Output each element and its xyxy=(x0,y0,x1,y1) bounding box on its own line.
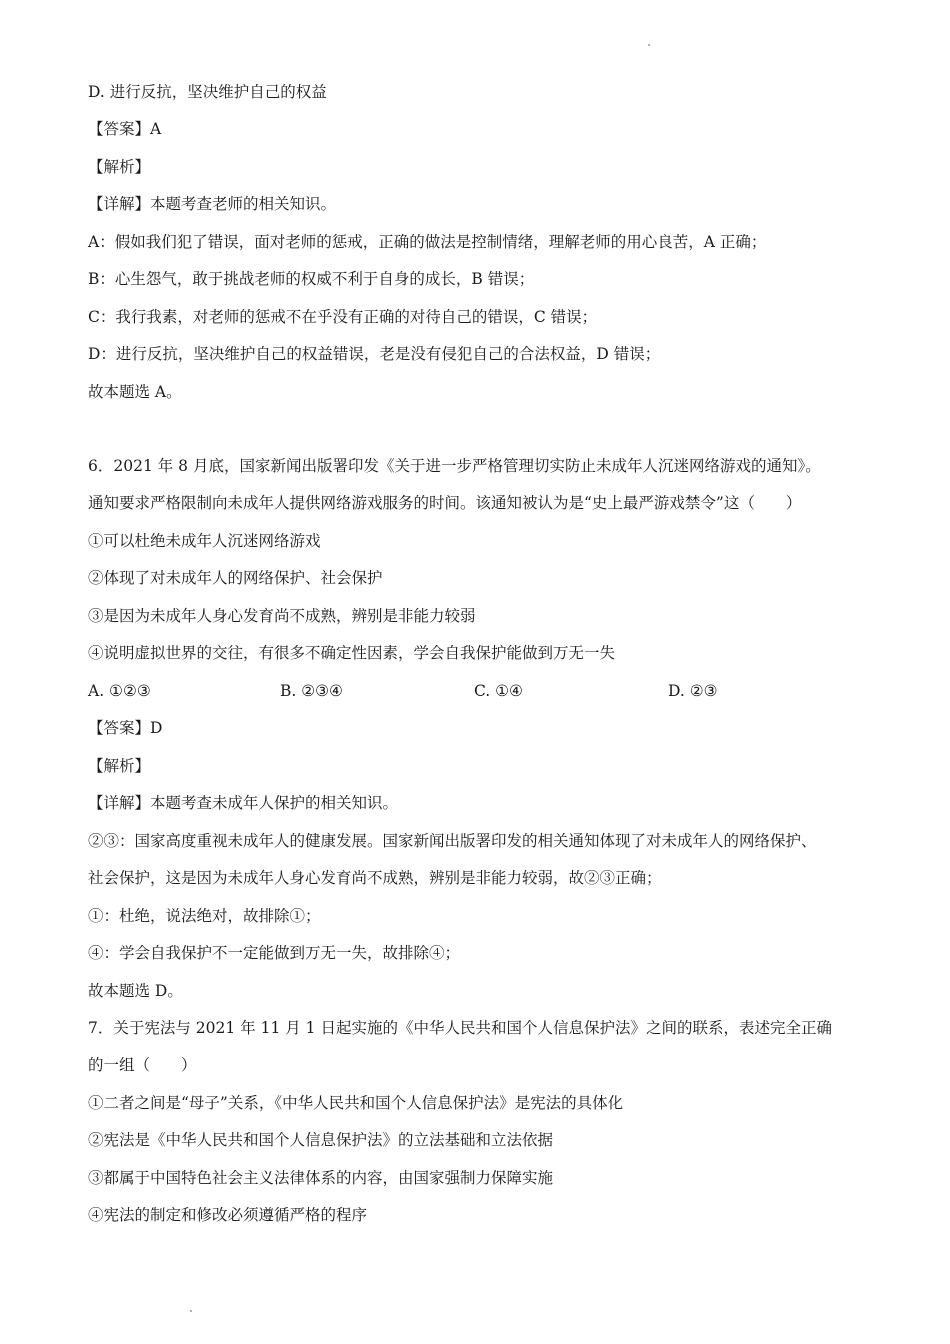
q6-stem-line: 6．2021 年 8 月底，国家新闻出版署印发《关于进一步严格管理切实防止未成年人沉迷网络游戏的通知》。 xyxy=(88,457,821,475)
q5-option-d: D. 进行反抗，坚决维护自己的权益 xyxy=(88,83,327,101)
q7-statement-2: ②宪法是《中华人民共和国个人信息保护法》的立法基础和立法依据 xyxy=(88,1131,554,1149)
q7-statement-3: ③都属于中国特色社会主义法律体系的内容，由国家强制力保障实施 xyxy=(88,1169,554,1187)
q7-statement-4: ④宪法的制定和修改必须遵循严格的程序 xyxy=(88,1206,368,1224)
q6-option-b: B. ②③④ xyxy=(280,682,343,700)
q5-analysis-heading: 【解析】 xyxy=(88,158,151,176)
q5-conclusion: 故本题选 A。 xyxy=(88,383,182,401)
q5-detail: 【详解】本题考查老师的相关知识。 xyxy=(88,195,337,213)
decorative-dot-bottom xyxy=(190,1310,192,1312)
decorative-dot-top xyxy=(648,44,650,46)
q6-detail: 【详解】本题考查未成年人保护的相关知识。 xyxy=(88,794,399,812)
q5-answer: 【答案】A xyxy=(88,120,162,138)
q7-statement-1: ①二者之间是“母子”关系，《中华人民共和国个人信息保护法》是宪法的具体化 xyxy=(88,1094,624,1112)
q6-analysis-line: ②③：国家高度重视未成年人的健康发展。国家新闻出版署印发的相关通知体现了对未成年人的网络保护、 xyxy=(88,832,817,850)
q6-statement-4: ④说明虚拟世界的交往，有很多不确定性因素，学会自我保护能做到万无一失 xyxy=(88,644,616,662)
q5-analysis-line: A：假如我们犯了错误，面对老师的惩戒，正确的做法是控制情绪，理解老师的用心良苦，A 正确； xyxy=(88,233,767,251)
q6-option-a: A. ①②③ xyxy=(88,682,151,700)
q6-option-d: D. ②③ xyxy=(668,682,718,700)
q6-stem-line: 通知要求严格限制向未成年人提供网络游戏服务的时间。该通知被认为是“史上最严游戏禁令”这（ ） xyxy=(88,494,802,512)
q5-analysis-line: C：我行我素，对老师的惩戒不在乎没有正确的对待自己的错误，C 错误； xyxy=(88,308,598,326)
q6-conclusion: 故本题选 D。 xyxy=(88,982,183,1000)
q6-option-c: C. ①④ xyxy=(474,682,523,700)
q6-analysis-line: ④：学会自我保护不一定能做到万无一失，故排除④； xyxy=(88,944,461,962)
q6-analysis-line: ①：杜绝，说法绝对，故排除①； xyxy=(88,907,321,925)
q6-statement-1: ①可以杜绝未成年人沉迷网络游戏 xyxy=(88,532,321,550)
q6-statement-3: ③是因为未成年人身心发育尚不成熟，辨别是非能力较弱 xyxy=(88,607,476,625)
q5-analysis-line: B：心生怨气，敢于挑战老师的权威不利于自身的成长，B 错误； xyxy=(88,270,535,288)
q6-statement-2: ②体现了对未成年人的网络保护、社会保护 xyxy=(88,569,383,587)
q6-answer: 【答案】D xyxy=(88,719,163,737)
q7-stem-line: 的一组（ ） xyxy=(88,1056,197,1074)
q6-analysis-heading: 【解析】 xyxy=(88,757,151,775)
q6-analysis-line: 社会保护，这是因为未成年人身心发育尚不成熟，辨别是非能力较弱，故②③正确； xyxy=(88,869,662,887)
q7-stem-line: 7．关于宪法与 2021 年 11 月 1 日起实施的《中华人民共和国个人信息保护法》之间的联系，表述完全正确 xyxy=(88,1019,832,1037)
q5-analysis-line: D：进行反抗，坚决维护自己的权益错误，老是没有侵犯自己的合法权益，D 错误； xyxy=(88,345,661,363)
